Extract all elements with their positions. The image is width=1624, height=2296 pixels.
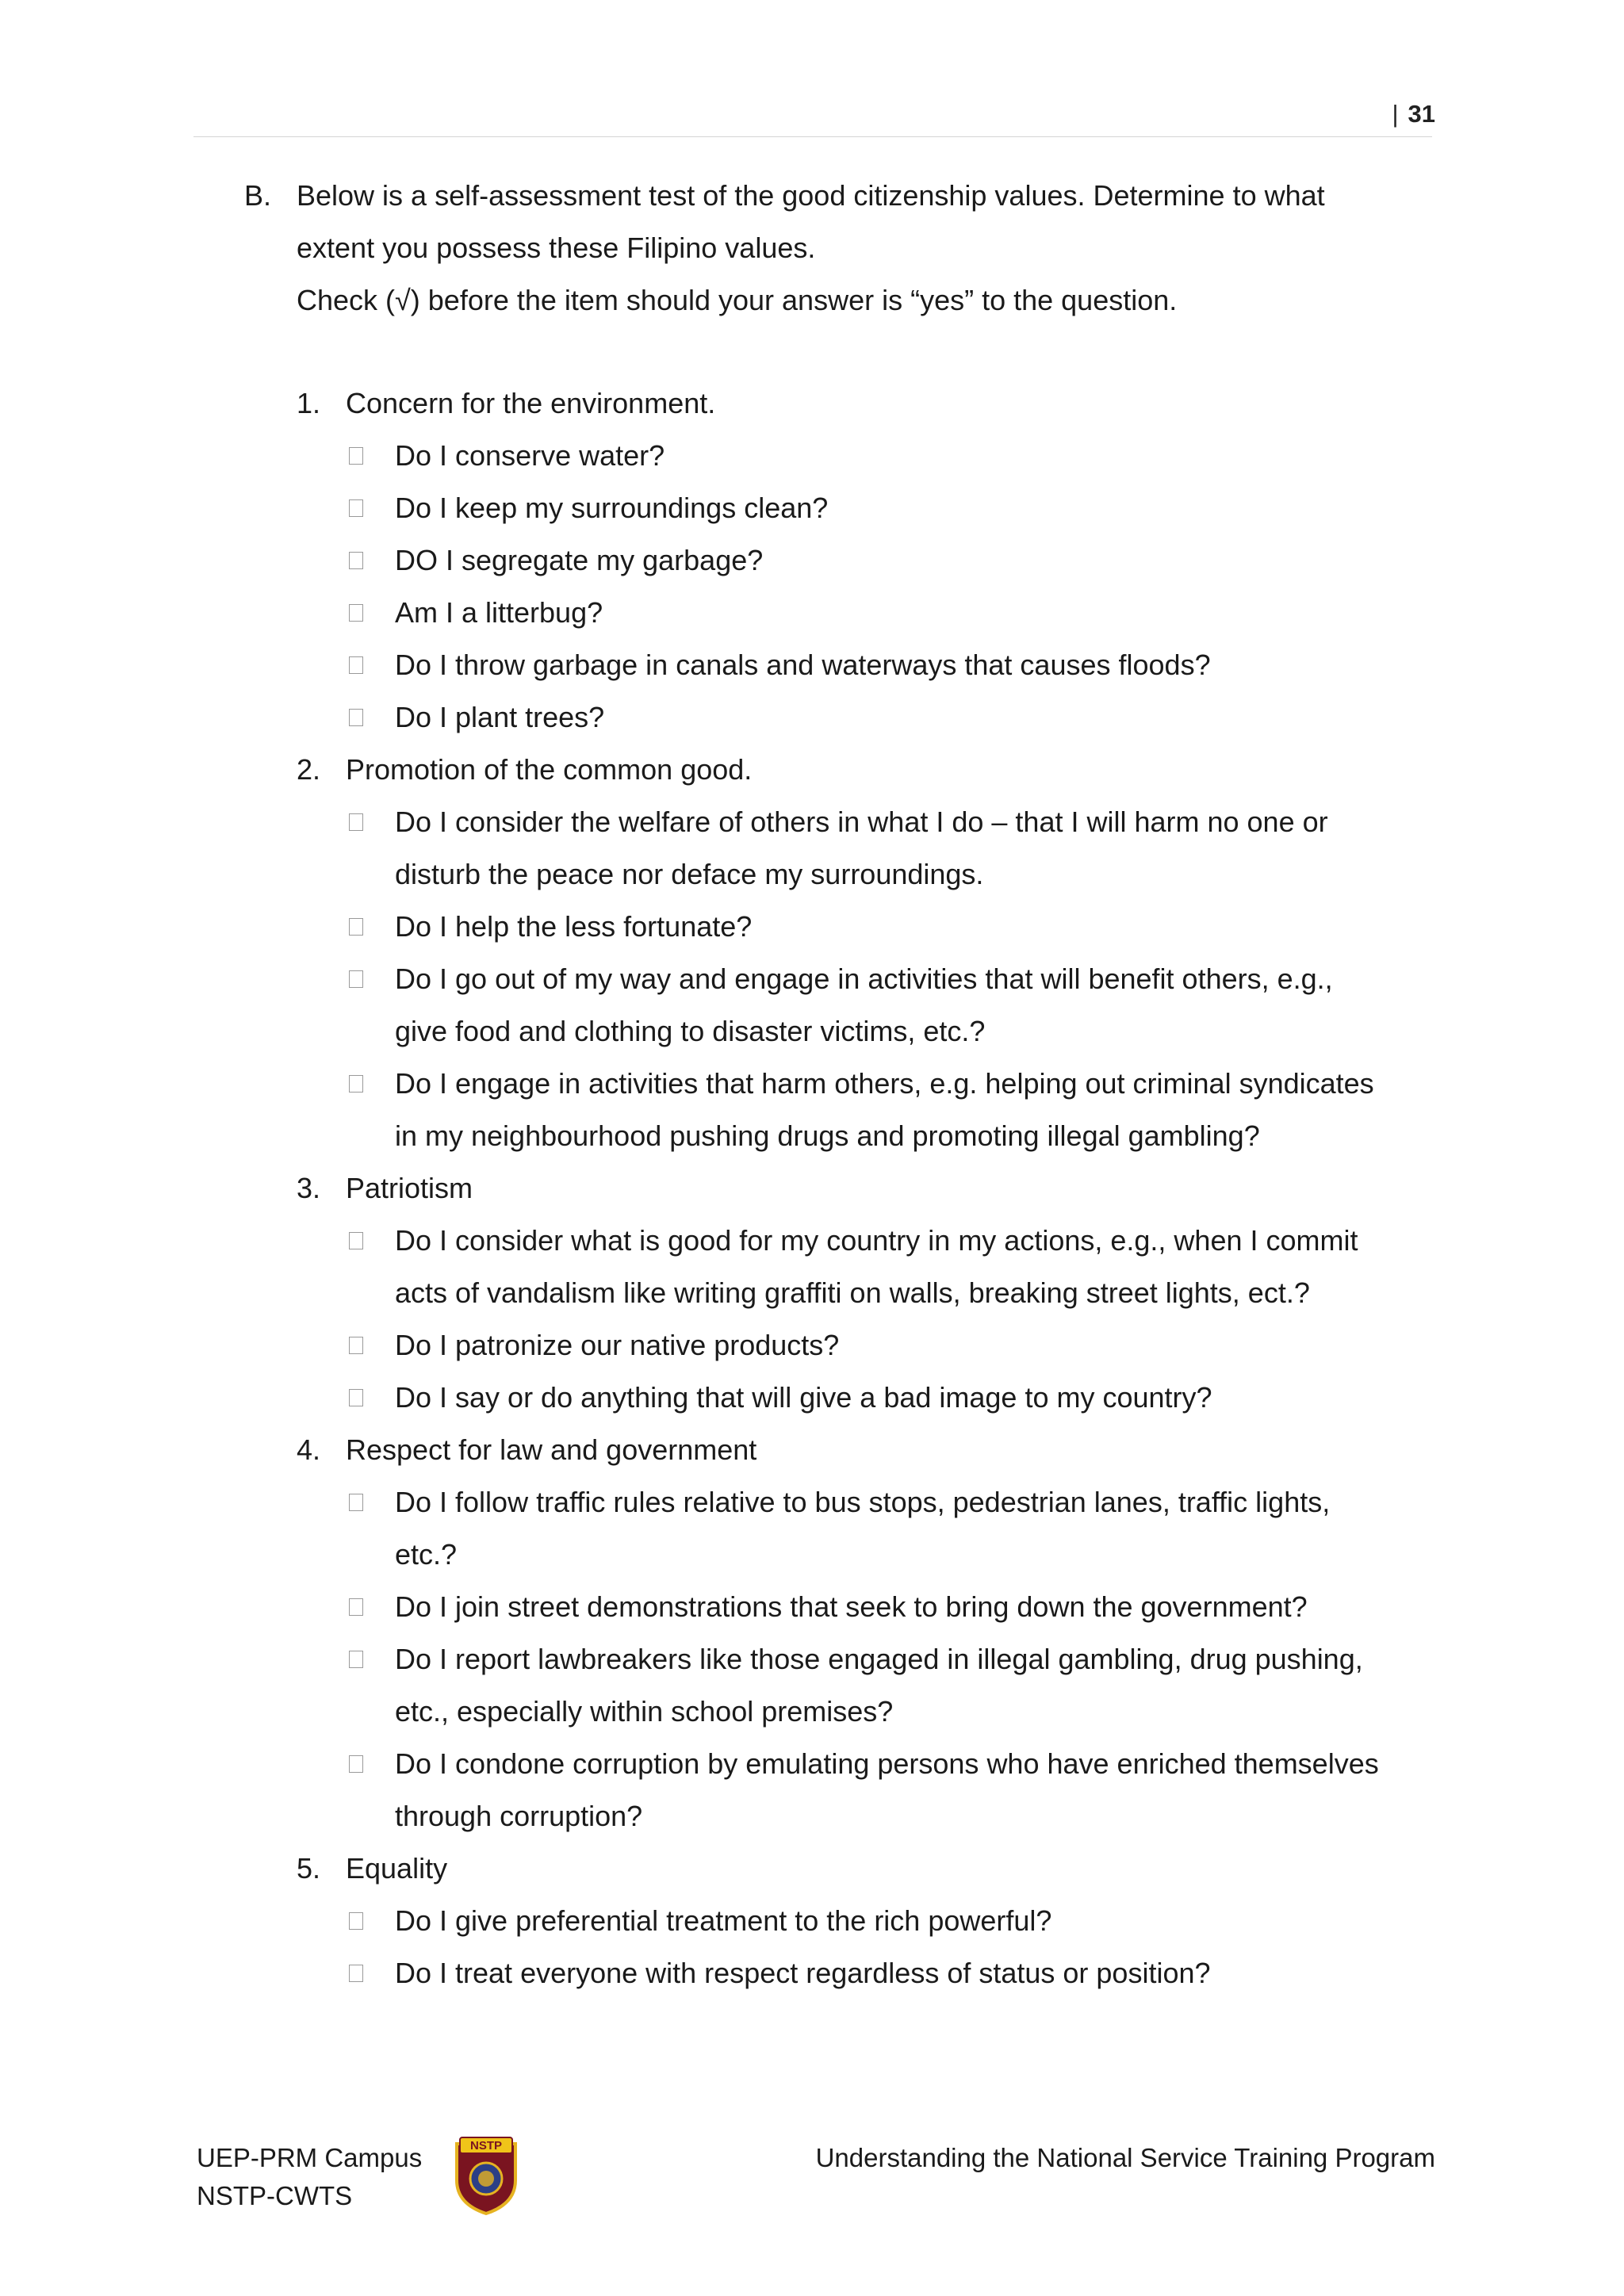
question-row	[346, 1476, 1442, 1581]
question-line: etc.?	[395, 1538, 458, 1571]
checkbox-icon[interactable]	[349, 1912, 363, 1930]
item-number: 5.	[297, 1852, 321, 1885]
question-row	[346, 1581, 1442, 1633]
question-line: Do I help the less fortunate?	[395, 910, 753, 943]
nstp-logo	[450, 2134, 522, 2215]
checkbox-cell	[346, 1319, 395, 1372]
item-title: Concern for the environment.	[346, 387, 716, 419]
checkbox-cell	[346, 1058, 395, 1162]
checkbox-cell	[346, 901, 395, 953]
question-line: Do I go out of my way and engage in activities that will benefit others, e.g.,	[395, 962, 1333, 995]
checkbox-icon[interactable]	[349, 1337, 363, 1354]
question-text	[395, 1476, 1442, 1581]
question-text	[395, 1581, 1442, 1633]
checkbox-cell	[346, 1895, 395, 1947]
list-item	[297, 1162, 1442, 1215]
question-line: Do I report lawbreakers like those engaged in illegal gambling, drug pushing,	[395, 1643, 1363, 1675]
question-line: Do I treat everyone with respect regardless of status or position?	[395, 1957, 1211, 1989]
checkbox-icon[interactable]	[349, 1389, 363, 1406]
intro-line: Check (√) before the item should your answer is “yes” to the question.	[297, 284, 1178, 316]
checkbox-icon[interactable]	[349, 709, 363, 726]
checkbox-cell	[346, 534, 395, 587]
question-text	[395, 587, 1442, 639]
item-title: Patriotism	[346, 1172, 473, 1204]
question-row	[346, 534, 1442, 587]
question-row	[346, 1372, 1442, 1424]
checkbox-cell	[346, 1372, 395, 1424]
question-text	[395, 1215, 1442, 1319]
checkbox-cell	[346, 796, 395, 901]
checkbox-icon[interactable]	[349, 552, 363, 569]
question-line: Do I conserve water?	[395, 439, 665, 472]
question-row	[346, 587, 1442, 639]
footer-program: NSTP-CWTS	[197, 2181, 353, 2210]
checkbox-icon[interactable]	[349, 1755, 363, 1773]
question-line: Do I say or do anything that will give a bad image to my country?	[395, 1381, 1212, 1414]
question-line: Do I plant trees?	[395, 701, 605, 733]
question-row	[346, 1058, 1442, 1162]
question-text	[395, 901, 1442, 953]
question-text	[395, 1895, 1442, 1947]
item-title: Equality	[346, 1852, 448, 1885]
question-text	[395, 1319, 1442, 1372]
section-b	[244, 170, 1442, 327]
checkbox-cell	[346, 639, 395, 691]
question-text	[395, 430, 1442, 482]
page-number-header	[1392, 100, 1435, 128]
checkbox-cell	[346, 691, 395, 744]
checkbox-cell	[346, 953, 395, 1058]
question-row	[346, 901, 1442, 953]
question-row	[346, 639, 1442, 691]
checkbox-icon[interactable]	[349, 1232, 363, 1249]
page-number: 31	[1408, 100, 1435, 128]
section-marker: B.	[244, 179, 272, 212]
logo-text: NSTP	[469, 2139, 503, 2152]
checkbox-cell	[346, 482, 395, 534]
question-line: Do I join street demonstrations that seek to bring down the government?	[395, 1590, 1308, 1623]
question-line: Am I a litterbug?	[395, 596, 603, 629]
question-text	[395, 482, 1442, 534]
question-row	[346, 1633, 1442, 1738]
footer-left	[197, 2139, 422, 2215]
question-line: Do I give preferential treatment to the rich powerful?	[395, 1904, 1052, 1937]
question-text	[395, 1058, 1442, 1162]
checkbox-icon[interactable]	[349, 499, 363, 517]
item-number: 1.	[297, 387, 321, 419]
checkbox-cell	[346, 1947, 395, 1999]
question-line: disturb the peace nor deface my surroundings.	[395, 858, 984, 890]
question-line: Do I consider the welfare of others in what I do – that I will harm no one or	[395, 806, 1328, 838]
checkbox-cell	[346, 1633, 395, 1738]
question-line: Do I engage in activities that harm others, e.g. helping out criminal syndicates	[395, 1067, 1374, 1100]
checkbox-icon[interactable]	[349, 1598, 363, 1616]
question-line: acts of vandalism like writing graffiti on walls, breaking street lights, ect.?	[395, 1276, 1310, 1309]
checkbox-cell	[346, 1215, 395, 1319]
question-text	[395, 953, 1442, 1058]
header-separator: |	[1392, 100, 1399, 128]
spacer	[244, 327, 1442, 377]
question-text	[395, 1947, 1442, 1999]
footer-document-title: Understanding the National Service Training Program	[815, 2143, 1435, 2172]
question-row	[346, 430, 1442, 482]
question-row	[346, 691, 1442, 744]
question-line: Do I consider what is good for my country in my actions, e.g., when I commit	[395, 1224, 1358, 1257]
checkbox-icon[interactable]	[349, 813, 363, 831]
section-intro	[297, 170, 1325, 327]
checkbox-cell	[346, 1476, 395, 1581]
question-row	[346, 953, 1442, 1058]
question-line: Do I condone corruption by emulating persons who have enriched themselves	[395, 1747, 1379, 1780]
checkbox-icon[interactable]	[349, 1965, 363, 1982]
document-body	[244, 170, 1442, 1999]
item-title: Promotion of the common good.	[346, 753, 753, 786]
question-line: DO I segregate my garbage?	[395, 544, 764, 576]
checkbox-icon[interactable]	[349, 604, 363, 622]
assessment-list	[244, 377, 1442, 1999]
question-row	[346, 1895, 1442, 1947]
item-title: Respect for law and government	[346, 1433, 757, 1466]
checkbox-cell	[346, 1581, 395, 1633]
question-text	[395, 1738, 1442, 1843]
checkbox-icon[interactable]	[349, 1494, 363, 1511]
question-text	[395, 534, 1442, 587]
intro-line: extent you possess these Filipino values.	[297, 232, 816, 264]
checkbox-icon[interactable]	[349, 918, 363, 936]
question-text	[395, 691, 1442, 744]
question-line: Do I keep my surroundings clean?	[395, 492, 829, 524]
question-line: Do I throw garbage in canals and waterways that causes floods?	[395, 649, 1211, 681]
logo-emblem-inner	[478, 2171, 494, 2187]
intro-line: Below is a self-assessment test of the good citizenship values. Determine to what	[297, 179, 1325, 212]
header-divider	[193, 136, 1432, 137]
checkbox-cell	[346, 430, 395, 482]
list-item	[297, 377, 1442, 430]
question-row	[346, 796, 1442, 901]
list-item	[297, 1843, 1442, 1895]
question-line: through corruption?	[395, 1800, 643, 1832]
question-line: in my neighbourhood pushing drugs and promoting illegal gambling?	[395, 1119, 1260, 1152]
question-row	[346, 1319, 1442, 1372]
question-line: give food and clothing to disaster victims, etc.?	[395, 1015, 986, 1047]
item-number: 4.	[297, 1433, 321, 1466]
footer-campus: UEP-PRM Campus	[197, 2143, 423, 2172]
checkbox-icon[interactable]	[349, 447, 363, 465]
item-number: 3.	[297, 1172, 321, 1204]
checkbox-cell	[346, 587, 395, 639]
question-text	[395, 639, 1442, 691]
item-number: 2.	[297, 753, 321, 786]
question-line: Do I follow traffic rules relative to bus stops, pedestrian lanes, traffic lights,	[395, 1486, 1331, 1518]
question-row	[346, 482, 1442, 534]
list-item	[297, 744, 1442, 796]
question-text	[395, 796, 1442, 901]
checkbox-icon[interactable]	[349, 1651, 363, 1668]
checkbox-icon[interactable]	[349, 656, 363, 674]
question-text	[395, 1633, 1442, 1738]
question-line: Do I patronize our native products?	[395, 1329, 840, 1361]
question-row	[346, 1215, 1442, 1319]
checkbox-icon[interactable]	[349, 970, 363, 988]
checkbox-cell	[346, 1738, 395, 1843]
question-text	[395, 1372, 1442, 1424]
question-row	[346, 1738, 1442, 1843]
checkbox-icon[interactable]	[349, 1075, 363, 1093]
list-item	[297, 1424, 1442, 1476]
question-line: etc., especially within school premises?	[395, 1695, 894, 1728]
question-row	[346, 1947, 1442, 1999]
